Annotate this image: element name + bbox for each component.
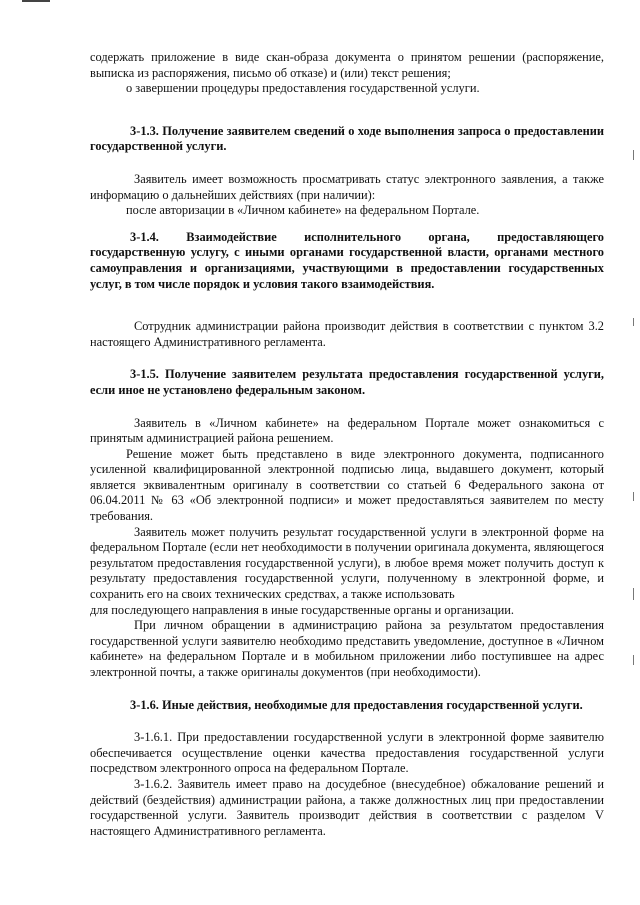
- scan-edge-mark: [633, 492, 634, 501]
- section-heading-3-1-6: 3-1.6. Иные действия, необходимые для предоставления государственной услуги.: [130, 697, 583, 712]
- scan-artifact-line: [22, 0, 50, 2]
- scan-edge-mark: [633, 150, 634, 160]
- document-page: [90, 50, 604, 839]
- paragraph-3-1-6-2: 3-1.6.2. Заявитель имеет право на досудебное (внесудебное) обжалование решений и действий (бездействия) администрации района, а также должностных лиц при предоставлении государственной услуги. Заявитель производит действия в соответствии с разделом V настоящего Административного регламента.: [90, 776, 604, 838]
- paragraph-personal-cabinet: Заявитель в «Личном кабинете» на федеральном Портале может ознакомиться с принятым администрацией района решением.: [90, 415, 604, 446]
- scan-edge-mark: [633, 318, 634, 326]
- paragraph-after-authorization: после авторизации в «Личном кабинете» на федеральном Портале.: [126, 203, 480, 218]
- paragraph-further-forwarding: для последующего направления в иные государственные органы и организации.: [90, 602, 514, 617]
- paragraph-status-tracking: Заявитель имеет возможность просматривать статус электронного заявления, а также информацию о дальнейших действиях (при наличии):: [90, 171, 604, 202]
- section-heading-3-1-4: 3-1.4. Взаимодействие исполнительного органа, предоставляющего государственную услугу, с иными органами государственной власти, органами местного самоуправления и организациями, участвующими в предоставлении государственных услуг, в том числе порядок и условия такого взаимодействия.: [90, 229, 604, 291]
- section-heading-3-1-3: 3-1.3. Получение заявителем сведений о ходе выполнения запроса о предоставлении государственной услуги.: [90, 123, 604, 154]
- paragraph-result-electronic: Заявитель может получить результат государственной услуги в электронной форме на федеральном Портале (если нет необходимости в получении оригинала документа, являющегося результатом предоставления государственной услуги), в любое время может получить доступ к результату предоставления государственной услуги, полученному в электронной форме, и сохранить его на своих технических средствах, а также использовать: [90, 524, 604, 602]
- paragraph-3-1-6-1: 3-1.6.1. При предоставлении государственной услуги в электронной форме заявителю обеспечивается осуществление оценки качества предоставления государственной услуги посредством электронного опроса на федеральном Портале.: [90, 730, 604, 776]
- section-heading-3-1-5: 3-1.5. Получение заявителем результата предоставления государственной услуги, если иное не установлено федеральным законом.: [90, 367, 604, 397]
- paragraph-electronic-document: Решение может быть представлено в виде электронного документа, подписанного усиленной квалифицированной электронной подписью лица, выдавшего документ, который является эквивалентным оригиналу в соответствии со статьей 6 Федерального закона от 06.04.2011 № 63 «Об электронной подписи» и может предоставляться заявителем по месту требования.: [90, 446, 604, 524]
- scan-edge-mark: [633, 655, 634, 665]
- paragraph-personal-visit: При личном обращении в администрацию района за результатом предоставления государственной услуги заявителю необходимо представить уведомление, доступное в «Личном кабинете» на федеральном Портале и в мобильном приложении либо поступившее на адрес электронной почты, а также оригиналы документов (при необходимости).: [90, 618, 604, 679]
- paragraph-continuation: содержать приложение в виде скан-образа документа о принятом решении (распоряжение, выписка из распоряжения, письмо об отказе) и (или) текст решения;: [90, 50, 604, 80]
- paragraph-employee-actions: Сотрудник администрации района производит действия в соответствии с пунктом 3.2 настоящего Административного регламента.: [90, 319, 604, 349]
- scan-edge-mark: [633, 588, 634, 600]
- paragraph-completion-notice: о завершении процедуры предоставления государственной услуги.: [126, 81, 480, 96]
